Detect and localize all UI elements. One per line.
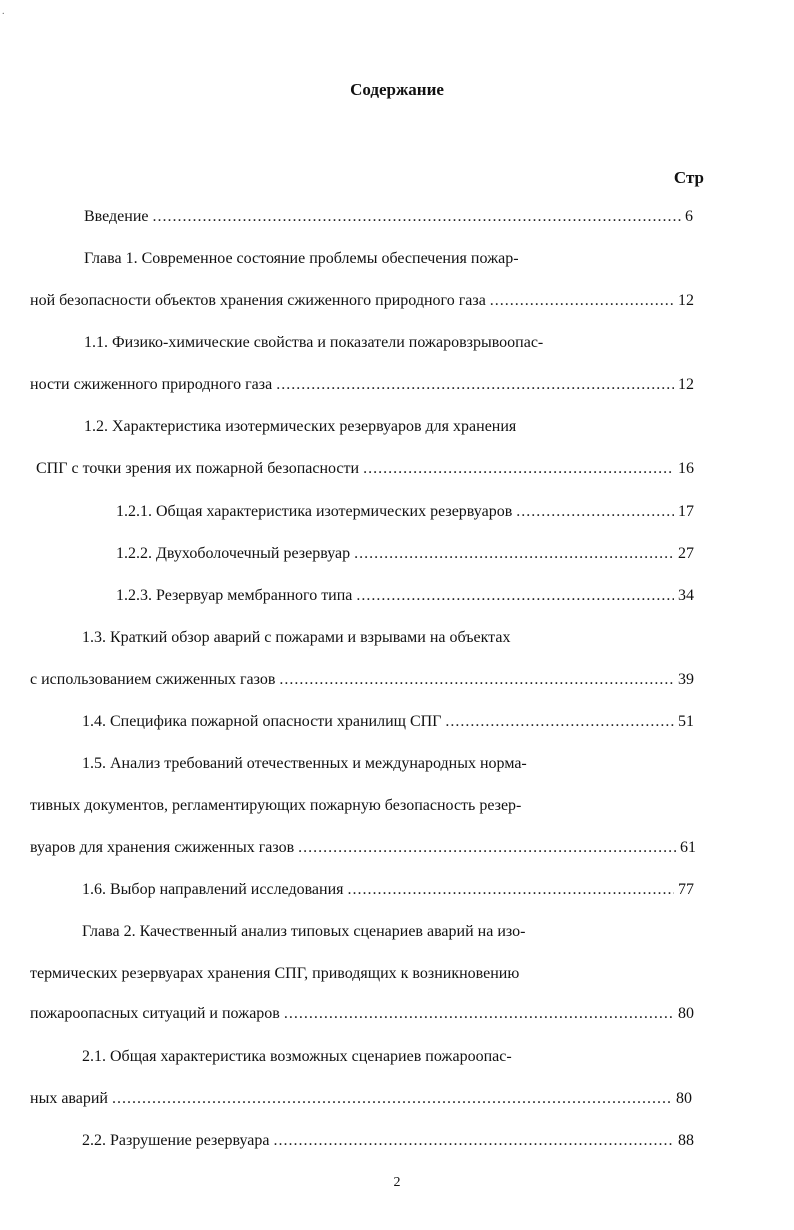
toc-entry-text: термических резервуарах хранения СПГ, приводящих к возникновению <box>30 965 520 982</box>
toc-entry-text: 1.4. Специфика пожарной опасности хранилищ СПГ <box>82 713 442 730</box>
toc-entry-text: пожароопасных ситуаций и пожаров <box>30 1005 280 1022</box>
toc-leader <box>516 503 674 521</box>
toc-entry-page: 39 <box>678 671 694 688</box>
toc-entry-page: 77 <box>678 881 694 898</box>
toc-entry-page: 80 <box>676 1090 692 1107</box>
toc-entry <box>30 292 694 314</box>
toc-entry-page: 80 <box>678 1005 694 1022</box>
toc-entry-text: 1.2.1. Общая характеристика изотермических резервуаров <box>116 503 513 520</box>
toc-entry-page: 34 <box>678 587 694 604</box>
toc-entry-page: 16 <box>678 460 694 477</box>
toc-entry-text: ных аварий <box>30 1090 108 1107</box>
toc-leader <box>153 208 682 226</box>
toc-leader <box>279 671 674 689</box>
toc-entry-text: Глава 1. Современное состояние проблемы обеспечения пожар- <box>84 250 519 267</box>
toc-entry-text: ной безопасности объектов хранения сжиженного природного газа <box>30 292 486 309</box>
toc-entry <box>36 460 694 482</box>
toc-entry-page: 27 <box>678 545 694 562</box>
toc-entry-text: Введение <box>84 208 149 225</box>
toc-entry-text: 1.3. Краткий обзор аварий с пожарами и взрывами на объектах <box>82 629 511 646</box>
toc-entry-page: 12 <box>678 376 694 393</box>
toc-leader <box>348 881 674 899</box>
toc-entry <box>82 923 525 945</box>
toc-entry-text: 1.5. Анализ требований отечественных и международных норма- <box>82 755 527 772</box>
toc-entry <box>82 755 527 777</box>
page-column-label: Стр <box>673 168 704 187</box>
toc-entry <box>30 965 519 987</box>
toc-entry-text: с использованием сжиженных газов <box>30 671 276 688</box>
toc-entry-page: 88 <box>678 1132 694 1149</box>
toc-entry-text: 1.2.3. Резервуар мембранного типа <box>116 587 353 604</box>
toc-leader <box>354 545 674 563</box>
toc-entry <box>116 545 694 567</box>
toc-entry-text: 1.6. Выбор направлений исследования <box>82 881 344 898</box>
toc-entry <box>116 587 694 609</box>
toc-entry-text: тивных документов, регламентирующих пожарную безопасность резер- <box>30 797 522 814</box>
toc-leader <box>445 713 674 731</box>
toc-leader <box>490 292 674 310</box>
toc-entry-text: 2.1. Общая характеристика возможных сценариев пожароопас- <box>82 1048 512 1065</box>
page-number: 2 <box>393 1175 401 1190</box>
toc-entry-text: 1.2. Характеристика изотермических резервуаров для хранения <box>84 418 517 435</box>
toc-entry <box>82 629 510 651</box>
toc-leader <box>276 376 674 394</box>
toc-entry <box>30 1005 694 1027</box>
toc-leader <box>273 1132 674 1150</box>
toc-entry-page: 61 <box>680 839 696 856</box>
toc-entry <box>30 797 521 819</box>
toc-entry-text: Глава 2. Качественный анализ типовых сценариев аварий на изо- <box>82 923 526 940</box>
toc-entry <box>84 334 543 356</box>
toc-entry <box>30 1090 692 1112</box>
toc-entry <box>84 208 693 230</box>
toc-leader <box>298 839 676 857</box>
toc-leader <box>356 587 674 605</box>
toc-entry-text: вуаров для хранения сжиженных газов <box>30 839 295 856</box>
toc-entry <box>30 671 694 693</box>
toc-leader <box>363 460 674 478</box>
toc-entry <box>82 1048 512 1070</box>
toc-entry <box>116 503 694 525</box>
toc-entry-text: СПГ с точки зрения их пожарной безопасности <box>36 460 360 477</box>
toc-entry <box>84 418 516 440</box>
toc-entry-page: 12 <box>678 292 694 309</box>
toc-entry <box>82 1132 694 1154</box>
toc-entry-text: 2.2. Разрушение резервуара <box>82 1132 270 1149</box>
toc-entry-page: 17 <box>678 503 694 520</box>
toc-entry-page: 6 <box>685 208 693 225</box>
scan-mark: . <box>2 6 5 17</box>
toc-leader <box>284 1005 674 1023</box>
toc-entry <box>30 839 696 861</box>
toc-entry-text: 1.2.2. Двухоболочечный резервуар <box>116 545 351 562</box>
toc-entry-text: ности сжиженного природного газа <box>30 376 273 393</box>
toc-entry <box>30 376 694 398</box>
toc-entry <box>82 713 694 735</box>
toc-leader <box>112 1090 672 1108</box>
toc-entry <box>82 881 694 903</box>
page-title: Содержание <box>350 80 444 99</box>
toc-entry-page: 51 <box>678 713 694 730</box>
toc-entry <box>84 250 519 272</box>
toc-entry-text: 1.1. Физико-химические свойства и показатели пожаровзрывоопас- <box>84 334 544 351</box>
